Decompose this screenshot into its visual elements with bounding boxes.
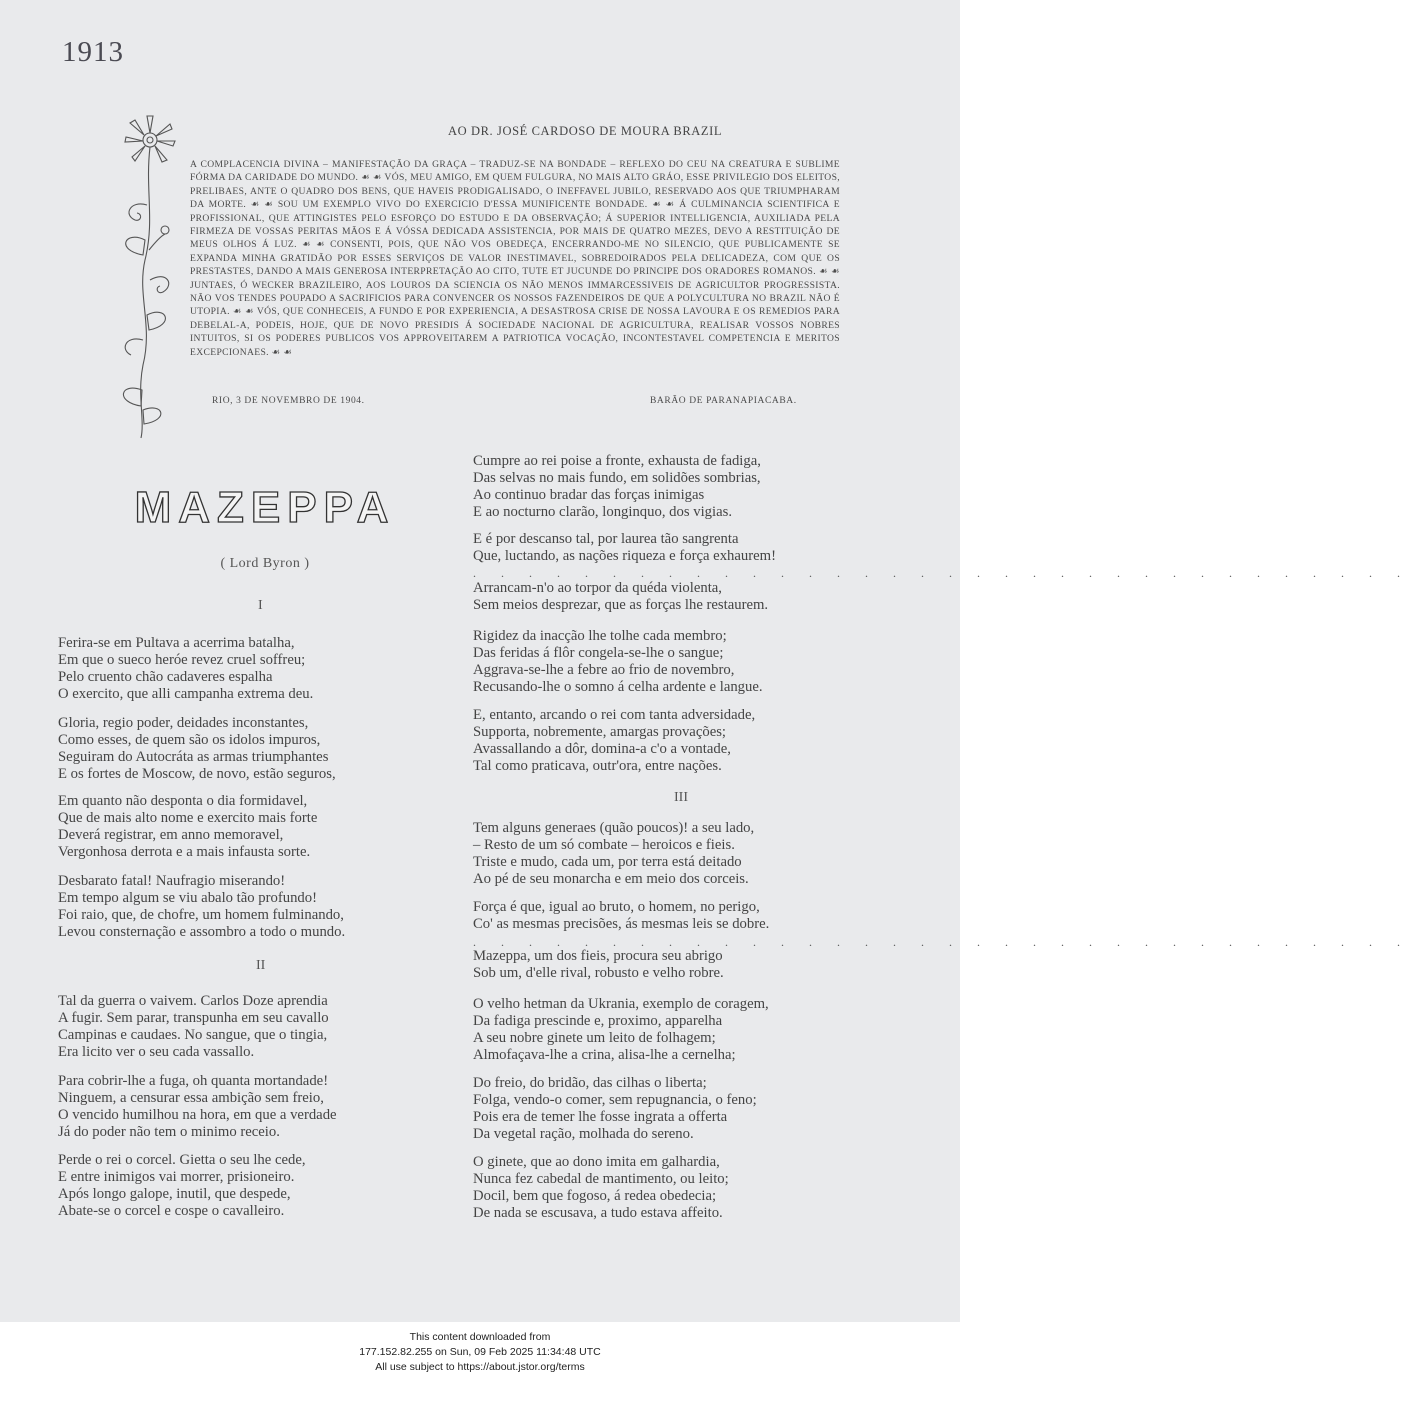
stanza <box>473 628 763 696</box>
stanza <box>473 580 768 614</box>
verse-line: Rigidez da inacção lhe tolhe cada membro; <box>473 628 727 644</box>
verse-line: Que de mais alto nome e exercito mais forte <box>58 810 318 827</box>
verse-line: Tem alguns generaes (quão poucos)! a seu lado, <box>473 820 755 836</box>
verse-line: A fugir. Sem parar, transpunha em seu cavallo <box>58 1010 329 1027</box>
verse-line: Ao pé de seu monarcha e em meio dos corceis. <box>473 871 749 888</box>
stanza <box>473 948 724 982</box>
verse-line: Aggrava-se-lhe a febre ao frio de novembro, <box>473 662 735 679</box>
verse-line: Para cobrir-lhe a fuga, oh quanta mortandade! <box>58 1073 329 1089</box>
verse-line: Da vegetal ração, molhada do sereno. <box>473 1126 694 1143</box>
verse-line: Seguiram do Autocráta as armas triumphantes <box>58 749 329 766</box>
section-number-3: III <box>674 790 688 805</box>
poem-title-text: MAZEPPA <box>134 483 396 532</box>
download-notice-line: 177.152.82.255 on Sun, 09 Feb 2025 11:34:48 UTC <box>359 1346 601 1358</box>
stanza <box>473 707 755 775</box>
dedication-body: A COMPLACENCIA DIVINA – MANIFESTAÇÃO DA GRAÇA – TRADUZ-SE NA BONDADE – REFLEXO DO CEU NA CREATURA E SUBLIME FÓRMA DA CARIDADE DO MUNDO. ☙ ☙ VÓS, MEU AMIGO, EM QUEM FULGURA, NO MAIS ALTO GRÁO, ESSE PRIVILEGIO DOS ELEITOS, PRELIBAES, ANTE O QUADRO DOS BENS, QUE HAVEIS PRODIGALISADO, O INEFFAVEL JUBILO, RESERVADO AOS QUE TRIUMPHARAM DA MORTE. ☙ ☙ SOU UM EXEMPLO VIVO DO EXERCICIO D'ESSA MUNIFICENTE BONDADE. ☙ ☙ Á CULMINANCIA SCIENTIFICA E PROFISSIONAL, QUE ATTINGISTES PELO ESFORÇO DO ESTUDO E DA OBSERVAÇÃO; Á SUPERIOR INTELLIGENCIA, AUXILIADA PELA FIRMEZA DE VOSSAS PERITAS MÃOS E Á VÓSSA DEDICADA ASSISTENCIA, POR MAIS DE QUATRO MEZES, DEVO A RESTITUIÇÃO DE MEUS OLHOS Á LUZ. ☙ ☙ CONSENTI, POIS, QUE NÃO VOS OBEDEÇA, ENCERRANDO-ME NO SILENCIO, QUE PUBLICAMENTE SE EXPANDA MINHA GRATIDÃO POR ESSES SERVIÇOS DE VALOR INESTIMAVEL, SOBREDOIRADOS PELA DELICADEZA, COM QUE OS PRESTASTES, DANDO A MAIS GENEROSA INTERPRETAÇÃO AO CITO, TUTE ET JUCUNDE DO PRINCIPE DOS ORADORES ROMANOS. ☙ ☙ JUNTAES, Ó WECKER BRAZILEIRO, AOS LOUROS DA SCIENCIA OS NÃO MENOS IMMARCESSIVEIS DE AGRICULTOR PROGRESSISTA. NÃO VOS TENDES POUPADO A SACRIFICIOS PARA CONVENCER OS NOSSOS FAZENDEIROS DE QUE A POLYCULTURA NO BRAZIL NÃO É UTOPIA. ☙ ☙ VÓS, QUE CONHECEIS, A FUNDO E POR EXPERIENCIA, A DESASTROSA CRISE DE NOSSA LAVOURA E OS REMEDIOS PARA DEBELAL-A, PODEIS, HOJE, QUE DE NOVO PRESIDIS Á SOCIEDADE NACIONAL DE AGRICULTURA, REALISAR VOSSOS NOBRES INTUITOS, SI OS PODERES PUBLICOS VOS APPROVEITAREM A PATRIOTICA VOCAÇÃO, INCONTESTAVEL COMPETENCIA E MERITOS EXCEPCIONAES. ☙ ☙ <box>190 159 840 358</box>
stanza <box>58 993 329 1061</box>
verse-line: Triste e mudo, cada um, por terra está deitado <box>473 854 742 871</box>
poem-title <box>134 480 396 532</box>
verse-line: E os fortes de Moscow, de novo, estão seguros, <box>58 766 336 783</box>
stanza <box>473 899 769 933</box>
section-number-1: I <box>258 598 263 613</box>
verse-line: Avassallando a dôr, domina-a c'o a vontade, <box>473 741 731 758</box>
verse-line: Após longo galope, inutil, que despede, <box>58 1186 291 1203</box>
stanza <box>473 1075 757 1143</box>
verse-line: Cumpre ao rei poise a fronte, exhausta de fadiga, <box>473 453 761 469</box>
verse-line: O exercito, que alli campanha extrema deu. <box>58 686 314 703</box>
verse-line: Do freio, do bridão, das cilhas o liberta; <box>473 1075 707 1091</box>
verse-line: Como esses, de quem são os idolos impuros, <box>58 732 321 749</box>
floral-ornament-icon <box>95 110 190 440</box>
verse-line: Força é que, igual ao bruto, o homem, no perigo, <box>473 899 760 915</box>
verse-line: Já do poder não tem o minimo receio. <box>58 1124 280 1141</box>
stanza <box>58 873 345 941</box>
verse-line: Recusando-lhe o somno á celha ardente e langue. <box>473 679 763 696</box>
ellipsis-divider: . . . . . . . . . . . . . . . . . . . . . . . . . . . . . . . . . . <box>473 566 1411 580</box>
stanza <box>473 996 769 1064</box>
verse-line: Perde o rei o corcel. Gietta o seu lhe cede, <box>58 1152 306 1168</box>
page-year: 1913 <box>62 36 124 68</box>
verse-line: E é por descanso tal, por laurea tão sangrenta <box>473 531 739 547</box>
verse-line: O velho hetman da Ukrania, exemplo de coragem, <box>473 996 769 1012</box>
verse-line: Era licito ver o seu cada vassallo. <box>58 1044 255 1061</box>
verse-line: E ao nocturno clarão, longinquo, dos vigias. <box>473 504 733 521</box>
stanza <box>473 820 754 888</box>
verse-line: Vergonhosa derrota e a mais infausta sorte. <box>58 844 311 861</box>
verse-line: Supporta, nobremente, amargas provações; <box>473 724 727 741</box>
verse-line: Foi raio, que, de chofre, um homem fulminando, <box>58 907 344 924</box>
ellipsis-divider: . . . . . . . . . . . . . . . . . . . . . . . . . . . . . . . . . . <box>473 935 1411 949</box>
verse-line: Tal da guerra o vaivem. Carlos Doze aprendia <box>58 993 328 1009</box>
verse-line: Gloria, regio poder, deidades inconstantes, <box>58 715 309 731</box>
dedication-place-date: RIO, 3 DE NOVEMBRO DE 1904. <box>212 396 365 406</box>
verse-line: Da fadiga prescinde e, proximo, apparelha <box>473 1013 723 1030</box>
verse-line: Em tempo algum se viu abalo tão profundo! <box>58 890 318 907</box>
verse-line: Almofaçava-lhe a crina, alisa-lhe a cernelha; <box>473 1047 736 1064</box>
verse-line: Que, luctando, as nações riqueza e força exhaurem! <box>473 548 776 565</box>
verse-line: Folga, vendo-o comer, sem repugnancia, o feno; <box>473 1092 757 1109</box>
verse-line: O ginete, que ao dono imita em galhardia, <box>473 1154 720 1170</box>
stanza <box>58 793 317 861</box>
verse-line: Levou consternação e assombro a todo o mundo. <box>58 924 346 941</box>
verse-line: Abate-se o corcel e cospe o cavalleiro. <box>58 1203 285 1220</box>
verse-line: Ferira-se em Pultava a acerrima batalha, <box>58 635 295 651</box>
stanza <box>473 1154 729 1222</box>
verse-line: Pelo cruento chão cadaveres espalha <box>58 669 273 686</box>
verse-line: Ninguem, a censurar essa ambição sem freio, <box>58 1090 324 1107</box>
verse-line: Das selvas no mais fundo, em solidões sombrias, <box>473 470 761 487</box>
verse-line: – Resto de um só combate – heroicos e fieis. <box>473 837 735 854</box>
verse-line: Campinas e caudaes. No sangue, que o tingia, <box>58 1027 328 1044</box>
verse-line: Pois era de temer lhe fosse ingrata a offerta <box>473 1109 728 1126</box>
poem-author: ( Lord Byron ) <box>220 556 310 571</box>
stanza <box>58 1152 306 1220</box>
verse-line: O vencido humilhou na hora, em que a verdade <box>58 1107 337 1124</box>
stanza <box>473 531 776 565</box>
stanza <box>58 635 313 703</box>
verse-line: Docil, bem que fogoso, á redea obedecia; <box>473 1188 717 1205</box>
verse-line: Das feridas á flôr congela-se-lhe o sangue; <box>473 645 724 662</box>
verse-line: Mazeppa, um dos fieis, procura seu abrigo <box>473 948 723 964</box>
stanza <box>58 1073 337 1141</box>
dedication-title: AO DR. JOSÉ CARDOSO DE MOURA BRAZIL <box>448 124 723 138</box>
terms-link[interactable]: All use subject to https://about.jstor.org/terms <box>375 1361 585 1373</box>
stanza <box>473 453 761 521</box>
dedication-signature: BARÃO DE PARANAPIACABA. <box>650 396 797 406</box>
verse-line: Em quanto não desponta o dia formidavel, <box>58 793 308 809</box>
verse-line: Arrancam-n'o ao torpor da quéda violenta, <box>473 580 722 596</box>
verse-line: Desbarato fatal! Naufragio miserando! <box>58 873 286 889</box>
verse-line: Ao continuo bradar das forças inimigas <box>473 487 705 504</box>
verse-line: A seu nobre ginete um leito de folhagem; <box>473 1030 716 1047</box>
verse-line: Tal como praticava, outr'ora, entre nações. <box>473 758 722 775</box>
verse-line: E entre inimigos vai morrer, prisioneiro. <box>58 1169 295 1186</box>
section-number-2: II <box>256 958 266 973</box>
verse-line: Nunca fez cabedal de mantimento, ou leito; <box>473 1171 729 1188</box>
download-notice <box>0 1330 960 1375</box>
download-notice-line: This content downloaded from <box>409 1331 551 1343</box>
verse-line: Deverá registrar, em anno memoravel, <box>58 827 284 844</box>
verse-line: De nada se escusava, a tudo estava affeito. <box>473 1205 723 1222</box>
verse-line: E, entanto, arcando o rei com tanta adversidade, <box>473 707 756 723</box>
verse-line: Em que o sueco heróe revez cruel soffreu; <box>58 652 306 669</box>
verse-line: Sob um, d'elle rival, robusto e velho robre. <box>473 965 724 982</box>
verse-line: Co' as mesmas precisões, ás mesmas leis se dobre. <box>473 916 770 933</box>
stanza <box>58 715 336 783</box>
verse-line: Sem meios desprezar, que as forças lhe restaurem. <box>473 597 769 614</box>
